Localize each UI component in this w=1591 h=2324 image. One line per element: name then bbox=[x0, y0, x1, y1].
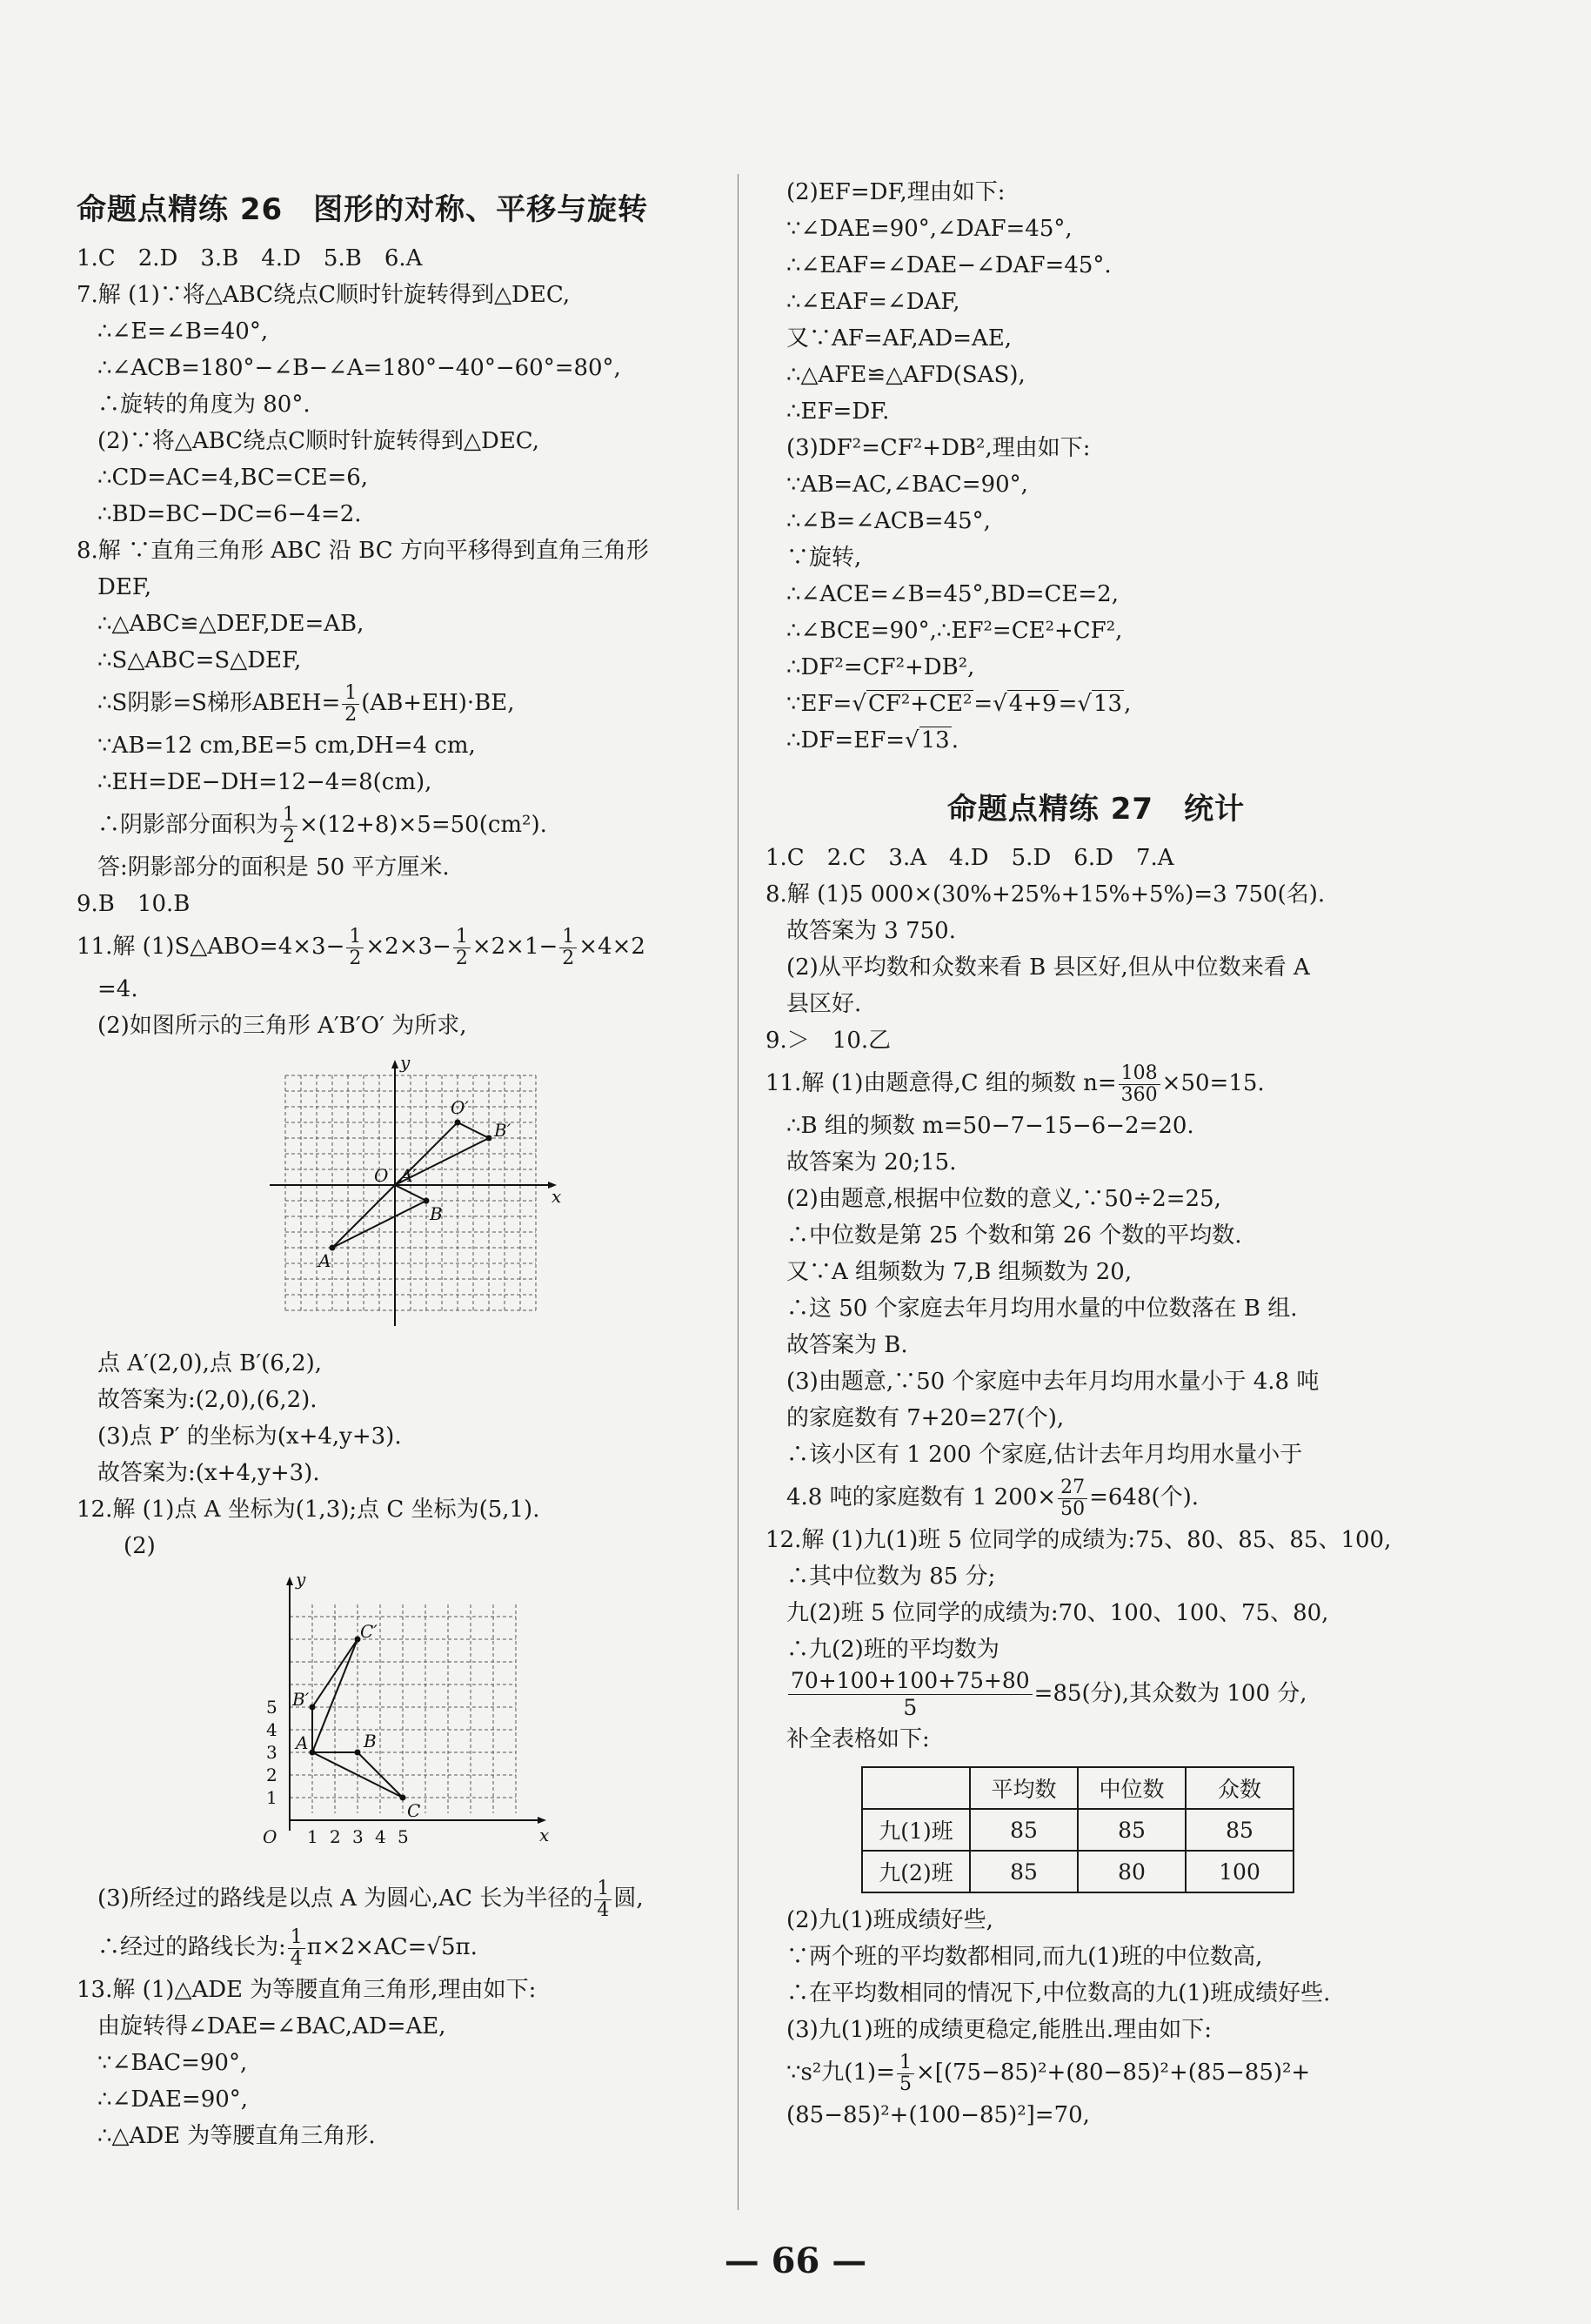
label-B: B bbox=[430, 1203, 443, 1224]
table-cell: 九(1)班 bbox=[862, 1809, 970, 1851]
table-header-cell: 中位数 bbox=[1078, 1767, 1186, 1809]
label-O: O bbox=[374, 1165, 389, 1186]
table-cell: 85 bbox=[970, 1809, 1078, 1851]
q8-line: DEF, bbox=[97, 574, 152, 600]
q13b-line: ∴∠EAF=∠DAF, bbox=[786, 289, 960, 315]
figure-q11 bbox=[77, 1049, 720, 1340]
q12-line: 补全表格如下: bbox=[786, 1726, 930, 1752]
label-A-prime: A′ bbox=[400, 1165, 417, 1186]
label-O-prime: O′ bbox=[451, 1097, 469, 1118]
label-B-prime: B′ bbox=[292, 1689, 310, 1710]
q13b-line: ∴△AFE≌△AFD(SAS), bbox=[786, 362, 1026, 388]
y-axis-arrow-icon bbox=[391, 1060, 398, 1068]
q8-line: 县区好. bbox=[786, 991, 862, 1017]
q12-line: (2) bbox=[124, 1533, 156, 1559]
q13b-line: ∴∠B=∠ACB=45°, bbox=[786, 508, 991, 534]
point-C bbox=[400, 1795, 406, 1801]
q7-line: ∴∠ACB=180°−∠B−∠A=180°−40°−60°=80°, bbox=[97, 355, 621, 381]
q7-line: ∴CD=AC=4,BC=CE=6, bbox=[97, 465, 369, 491]
q7-line: ∴BD=BC−DC=6−4=2. bbox=[97, 501, 362, 527]
q11-line: 4.8 吨的家庭数有 1 200× $\frac{27}{50}$ =648(个). bbox=[786, 1476, 1200, 1520]
q7-line: (2)∵将△ABC绕点C顺时针旋转得到△DEC, bbox=[97, 428, 540, 454]
q13-line: 由旋转得∠DAE=∠BAC,AD=AE, bbox=[97, 2013, 446, 2039]
table-cell: 85 bbox=[970, 1851, 1078, 1892]
q13b-line: ∴DF=EF=√13. bbox=[786, 727, 959, 753]
q12-line: ∴九(2)班的平均数为 bbox=[786, 1637, 999, 1663]
q11-line: 又∵A 组频数为 7,B 组频数为 20, bbox=[786, 1259, 1133, 1285]
q8-line: 8.解 (1)5 000×(30%+25%+15%+5%)=3 750(名). bbox=[765, 881, 1326, 907]
point-O' bbox=[455, 1120, 461, 1126]
xtick: 5 bbox=[398, 1826, 409, 1847]
xtick: 1 bbox=[307, 1826, 318, 1847]
q11-line: 的家庭数有 7+20=27(个), bbox=[786, 1405, 1065, 1431]
table-cell: 100 bbox=[1186, 1851, 1294, 1892]
answers-1-6: 1.C 2.D 3.B 4.D 5.B 6.A bbox=[77, 245, 423, 271]
label-C: C bbox=[407, 1800, 421, 1821]
q12-line: (3)九(1)班的成绩更稳定,能胜出.理由如下: bbox=[786, 2017, 1212, 2043]
q12-line: (2)九(1)班成绩好些, bbox=[786, 1907, 993, 1933]
q11-line: 点 A′(2,0),点 B′(6,2), bbox=[97, 1350, 323, 1376]
ytick: 5 bbox=[266, 1697, 277, 1718]
q12-line: ∴其中位数为 85 分; bbox=[786, 1564, 996, 1590]
q8-line: ∴阴影部分面积为 $\frac{1}{2}$ ×(12+8)×5=50(cm²). bbox=[97, 803, 547, 847]
q8-line: ∴S△ABC=S△DEF, bbox=[97, 647, 302, 673]
q11-line: (2)由题意,根据中位数的意义,∵50÷2=25, bbox=[786, 1186, 1221, 1212]
y-axis-arrow-icon bbox=[286, 1577, 293, 1585]
q11-line: 11.解 (1)由题意得,C 组的频数 n= $\frac{108}{360}$ ×50=15. bbox=[765, 1062, 1265, 1106]
q8-answer: 答:阴影部分的面积是 50 平方厘米. bbox=[97, 854, 450, 881]
label-y: y bbox=[400, 1052, 411, 1073]
coordinate-grid-q12 bbox=[77, 1570, 720, 1865]
left-column bbox=[77, 178, 720, 2154]
q11-line: =4. bbox=[97, 976, 138, 1002]
q13-line: ∴∠DAE=90°, bbox=[97, 2086, 249, 2113]
q11-line: (3)点 P′ 的坐标为(x+4,y+3). bbox=[97, 1423, 402, 1450]
label-B: B bbox=[364, 1731, 377, 1751]
q12-line: ∴经过的路线长为: $\frac{1}{4}$ π×2×AC=√5π. bbox=[97, 1926, 478, 1970]
q7-line: ∴旋转的角度为 80°. bbox=[97, 392, 311, 418]
q7-line: ∴∠E=∠B=40°, bbox=[97, 318, 269, 345]
table-cell: 85 bbox=[1078, 1809, 1186, 1851]
q11-line: ∴这 50 个家庭去年月均用水量的中位数落在 B 组. bbox=[786, 1296, 1298, 1322]
q11-line: 11.解 (1)S△ABO=4×3− $\frac{1}{2}$ ×2×3− $\frac{1}{2}$ ×2×1− $\frac{1}{2}$ ×4×2 bbox=[77, 925, 645, 969]
q13b-line: ∴∠EAF=∠DAE−∠DAF=45°. bbox=[786, 252, 1112, 278]
ytick: 1 bbox=[266, 1787, 277, 1808]
q13-line: ∴△ADE 为等腰直角三角形. bbox=[97, 2123, 376, 2149]
table-cell: 85 bbox=[1186, 1809, 1294, 1851]
q13b-line: ∴DF²=CF²+DB², bbox=[786, 654, 975, 680]
coordinate-grid-q11 bbox=[77, 1049, 720, 1336]
xtick: 3 bbox=[352, 1826, 364, 1847]
figure-q12 bbox=[77, 1570, 720, 1869]
page-number: — 66 — bbox=[724, 2240, 867, 2281]
q13b-line: ∴∠ACE=∠B=45°,BD=CE=2, bbox=[786, 581, 1119, 607]
table-cell: 九(2)班 bbox=[862, 1851, 970, 1892]
table-header-cell: 众数 bbox=[1186, 1767, 1294, 1809]
answers-1-7: 1.C 2.C 3.A 4.D 5.D 6.D 7.A bbox=[765, 845, 1174, 871]
q13b-line: ∵EF=√CF²+CE²=√4+9=√13, bbox=[786, 691, 1132, 717]
q12-line: (85−85)²+(100−85)²]=70, bbox=[786, 2102, 1090, 2128]
q13b-line: ∵旋转, bbox=[786, 545, 862, 571]
q8-line: 8.解 ∵直角三角形 ABC 沿 BC 方向平移得到直角三角形 bbox=[77, 538, 649, 564]
q12-line: 12.解 (1)点 A 坐标为(1,3);点 C 坐标为(5,1). bbox=[77, 1497, 540, 1523]
table-row bbox=[862, 1809, 1294, 1851]
label-x: x bbox=[539, 1825, 550, 1845]
table-cell: 80 bbox=[1078, 1851, 1186, 1892]
point-B bbox=[424, 1198, 430, 1204]
q8-line: ∵AB=12 cm,BE=5 cm,DH=4 cm, bbox=[97, 733, 476, 759]
xtick: 4 bbox=[375, 1826, 386, 1847]
q11-line: (2)如图所示的三角形 A′B′O′ 为所求, bbox=[97, 1013, 467, 1039]
q12-line: 九(2)班 5 位同学的成绩为:70、100、100、75、80, bbox=[786, 1600, 1329, 1626]
q7-line: 7.解 (1)∵将△ABC绕点C顺时针旋转得到△DEC, bbox=[77, 282, 571, 308]
x-axis-arrow-icon bbox=[538, 1817, 546, 1824]
label-y: y bbox=[296, 1570, 306, 1590]
label-A: A bbox=[318, 1250, 331, 1271]
q12-line: $\frac{70+100+100+75+80}{5}$ =85(分),其众数为 100 分, bbox=[765, 1668, 1427, 1721]
q13b-line: ∵∠DAE=90°,∠DAF=45°, bbox=[786, 216, 1073, 242]
q8-line: ∴S阴影=S梯形ABEH= $\frac{1}{2}$ (AB+EH)·BE, bbox=[97, 681, 515, 726]
q11-line: 故答案为 B. bbox=[786, 1332, 908, 1358]
q12-line: 12.解 (1)九(1)班 5 位同学的成绩为:75、80、85、85、100, bbox=[765, 1527, 1392, 1553]
q13b-line: ∴∠BCE=90°,∴EF²=CE²+CF², bbox=[786, 618, 1123, 644]
q13b-line: (2)EF=DF,理由如下: bbox=[786, 179, 1006, 205]
right-column bbox=[765, 174, 1427, 2133]
q11-line: 故答案为:(x+4,y+3). bbox=[97, 1460, 320, 1486]
q13b-line: (3)DF²=CF²+DB²,理由如下: bbox=[786, 435, 1091, 461]
q11-line: ∴中位数是第 25 个数和第 26 个数的平均数. bbox=[786, 1222, 1242, 1249]
point-B bbox=[355, 1750, 361, 1756]
q12-line: ∴在平均数相同的情况下,中位数高的九(1)班成绩好些. bbox=[786, 1980, 1331, 2006]
label-C-prime: C′ bbox=[360, 1621, 378, 1642]
table-header-cell: 平均数 bbox=[970, 1767, 1078, 1809]
q13b-line: ∵AB=AC,∠BAC=90°, bbox=[786, 472, 1028, 498]
xtick: 2 bbox=[330, 1826, 341, 1847]
table-header-cell bbox=[862, 1767, 970, 1809]
q11-line: (3)由题意,∵50 个家庭中去年月均用水量小于 4.8 吨 bbox=[786, 1369, 1320, 1395]
q13-line: 13.解 (1)△ADE 为等腰直角三角形,理由如下: bbox=[77, 1977, 537, 2003]
label-A: A bbox=[296, 1732, 309, 1753]
column-divider bbox=[738, 174, 739, 2210]
ytick: 4 bbox=[266, 1719, 277, 1740]
q12-line: ∵两个班的平均数都相同,而九(1)班的中位数高, bbox=[786, 1944, 1263, 1970]
label-x: x bbox=[552, 1186, 562, 1207]
label-B-prime: B′ bbox=[494, 1120, 511, 1141]
point-A bbox=[310, 1750, 316, 1756]
section-27-title: 命题点精练 27 统计 bbox=[946, 792, 1246, 827]
grid-lines bbox=[290, 1604, 516, 1813]
q8-line: ∴EH=DE−DH=12−4=8(cm), bbox=[97, 769, 432, 795]
ytick: 3 bbox=[266, 1742, 277, 1763]
ytick: 2 bbox=[266, 1765, 277, 1785]
score-table bbox=[861, 1766, 1294, 1893]
q11-line: 故答案为 20;15. bbox=[786, 1149, 957, 1175]
q11-line: ∴该小区有 1 200 个家庭,估计去年月均用水量小于 bbox=[786, 1442, 1303, 1468]
q8-line: 故答案为 3 750. bbox=[786, 918, 956, 944]
answers-9-10: 9.B 10.B bbox=[77, 891, 191, 917]
q13b-line: ∴EF=DF. bbox=[786, 398, 890, 425]
q11-line: ∴B 组的频数 m=50−7−15−6−2=20. bbox=[786, 1113, 1194, 1139]
q8-line: (2)从平均数和众数来看 B 县区好,但从中位数来看 A bbox=[786, 954, 1310, 981]
point-B' bbox=[486, 1135, 492, 1142]
label-O: O bbox=[263, 1826, 277, 1847]
q13b-line: 又∵AF=AF,AD=AE, bbox=[786, 325, 1013, 352]
table-row bbox=[862, 1851, 1294, 1892]
point-B' bbox=[310, 1704, 316, 1711]
answers-9-10: 9.＞ 10.乙 bbox=[765, 1028, 892, 1054]
table-header-row bbox=[862, 1767, 1294, 1809]
q12-line: (3)所经过的路线是以点 A 为圆心,AC 长为半径的 $\frac{1}{4}$ 圆, bbox=[97, 1877, 644, 1921]
q12-line: ∵s²九(1)= $\frac{1}{5}$ ×[(75−85)²+(80−85)²+(85−85)²+ bbox=[786, 2051, 1311, 2095]
q11-line: 故答案为:(2,0),(6,2). bbox=[97, 1387, 318, 1413]
q8-line: ∴△ABC≌△DEF,DE=AB, bbox=[97, 611, 364, 637]
q13-line: ∵∠BAC=90°, bbox=[97, 2050, 248, 2076]
section-26-title: 命题点精练 26 图形的对称、平移与旋转 bbox=[77, 192, 649, 227]
